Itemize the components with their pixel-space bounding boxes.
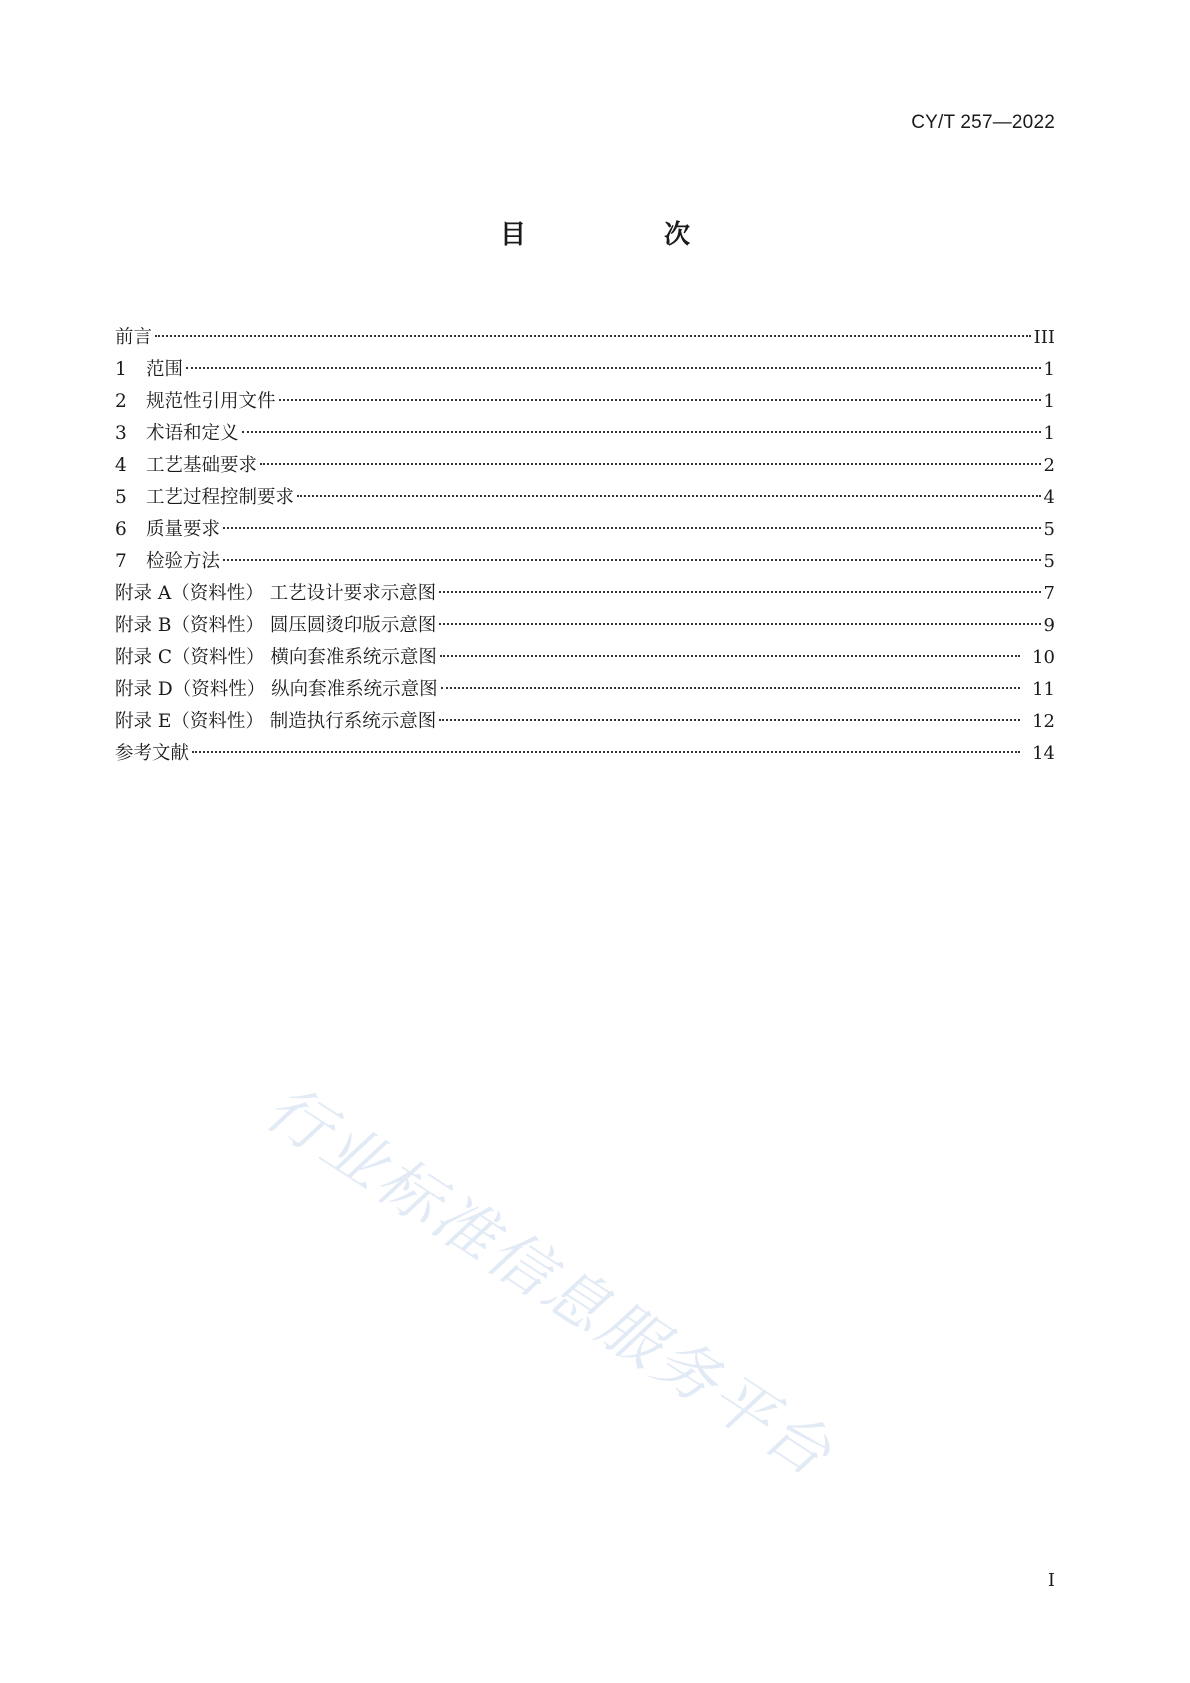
toc-row-references[interactable] <box>115 738 1055 770</box>
toc-label: 参考文献 <box>115 743 190 764</box>
toc-leader <box>279 399 1041 401</box>
toc-row-appendix-e[interactable] <box>115 706 1055 738</box>
toc-leader <box>439 623 1040 625</box>
toc-page: 4 <box>1043 487 1055 508</box>
toc-label: 附录 C（资料性） 横向套准系统示意图 <box>115 647 437 668</box>
toc-number: 3 <box>115 423 127 444</box>
toc-leader <box>223 559 1041 561</box>
toc-label: 前言 <box>115 327 153 348</box>
toc-row-1[interactable] <box>115 354 1055 386</box>
toc-leader <box>260 463 1041 465</box>
toc-number: 2 <box>115 391 127 412</box>
toc-page: 12 <box>1032 711 1055 732</box>
toc-row-foreword[interactable] <box>115 322 1055 354</box>
toc-label: 检验方法 <box>146 551 221 572</box>
toc-label: 质量要求 <box>146 519 221 540</box>
toc-row-appendix-a[interactable] <box>115 578 1055 610</box>
toc-number: 1 <box>115 359 127 380</box>
toc-leader <box>186 367 1041 369</box>
toc-leader <box>439 591 1040 593</box>
toc-page: 14 <box>1032 743 1055 764</box>
toc-leader <box>439 719 1020 721</box>
toc-label: 附录 A（资料性） 工艺设计要求示意图 <box>115 583 437 604</box>
toc-page: 2 <box>1043 455 1055 476</box>
toc-row-2[interactable] <box>115 386 1055 418</box>
toc-leader <box>441 687 1020 689</box>
toc-page: 10 <box>1032 647 1055 668</box>
toc-label: 附录 B（资料性） 圆压圆烫印版示意图 <box>115 615 437 636</box>
page-title: 目 次 <box>499 220 746 250</box>
toc-leader <box>192 751 1020 753</box>
toc-row-3[interactable] <box>115 418 1055 450</box>
watermark: 行业标准信息服务平台 <box>253 1070 847 1492</box>
toc-page: 11 <box>1032 679 1055 700</box>
table-of-contents <box>115 322 1055 770</box>
toc-label: 规范性引用文件 <box>146 391 276 412</box>
toc-label: 附录 D（资料性） 纵向套准系统示意图 <box>115 679 438 700</box>
toc-page: 5 <box>1043 519 1055 540</box>
toc-leader <box>297 495 1041 497</box>
toc-label: 附录 E（资料性） 制造执行系统示意图 <box>115 711 437 732</box>
toc-row-7[interactable] <box>115 546 1055 578</box>
toc-number: 7 <box>115 551 127 572</box>
toc-label: 工艺过程控制要求 <box>146 487 295 508</box>
toc-page: 1 <box>1043 391 1055 412</box>
toc-leader <box>223 527 1041 529</box>
toc-page: 1 <box>1043 423 1055 444</box>
toc-row-appendix-b[interactable] <box>115 610 1055 642</box>
toc-row-5[interactable] <box>115 482 1055 514</box>
toc-label: 工艺基础要求 <box>146 455 258 476</box>
page-number: I <box>1047 1570 1055 1591</box>
toc-number: 5 <box>115 487 127 508</box>
toc-row-appendix-c[interactable] <box>115 642 1055 674</box>
toc-page: 9 <box>1043 615 1055 636</box>
toc-leader <box>440 655 1020 657</box>
toc-leader <box>242 431 1041 433</box>
toc-page: 5 <box>1043 551 1055 572</box>
toc-page: 7 <box>1043 583 1055 604</box>
toc-row-4[interactable] <box>115 450 1055 482</box>
toc-leader <box>155 335 1031 337</box>
standard-code: CY/T 257—2022 <box>911 112 1055 133</box>
toc-page: 1 <box>1043 359 1055 380</box>
toc-number: 6 <box>115 519 127 540</box>
toc-label: 术语和定义 <box>146 423 239 444</box>
toc-label: 范围 <box>146 359 184 380</box>
toc-row-appendix-d[interactable] <box>115 674 1055 706</box>
toc-page: III <box>1033 327 1055 348</box>
toc-number: 4 <box>115 455 127 476</box>
toc-row-6[interactable] <box>115 514 1055 546</box>
